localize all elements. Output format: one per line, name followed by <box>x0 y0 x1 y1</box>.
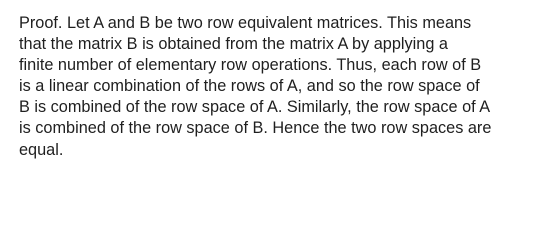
proof-line: equal. <box>19 140 64 159</box>
proof-line: Proof. Let A and B be two row equivalent matrices. This means <box>19 14 472 32</box>
proof-line: is a linear combination of the rows of A, and so the row space of <box>19 77 480 96</box>
proof-line: that the matrix B is obtained from the matrix A by applying a <box>19 35 448 54</box>
proof-line: B is combined of the row space of A. Similarly, the row space of A <box>19 98 491 117</box>
proof-line: finite number of elementary row operations. Thus, each row of B <box>19 56 482 75</box>
proof-text-block <box>19 13 551 161</box>
proof-line: is combined of the row space of B. Hence the two row spaces are <box>19 119 492 138</box>
